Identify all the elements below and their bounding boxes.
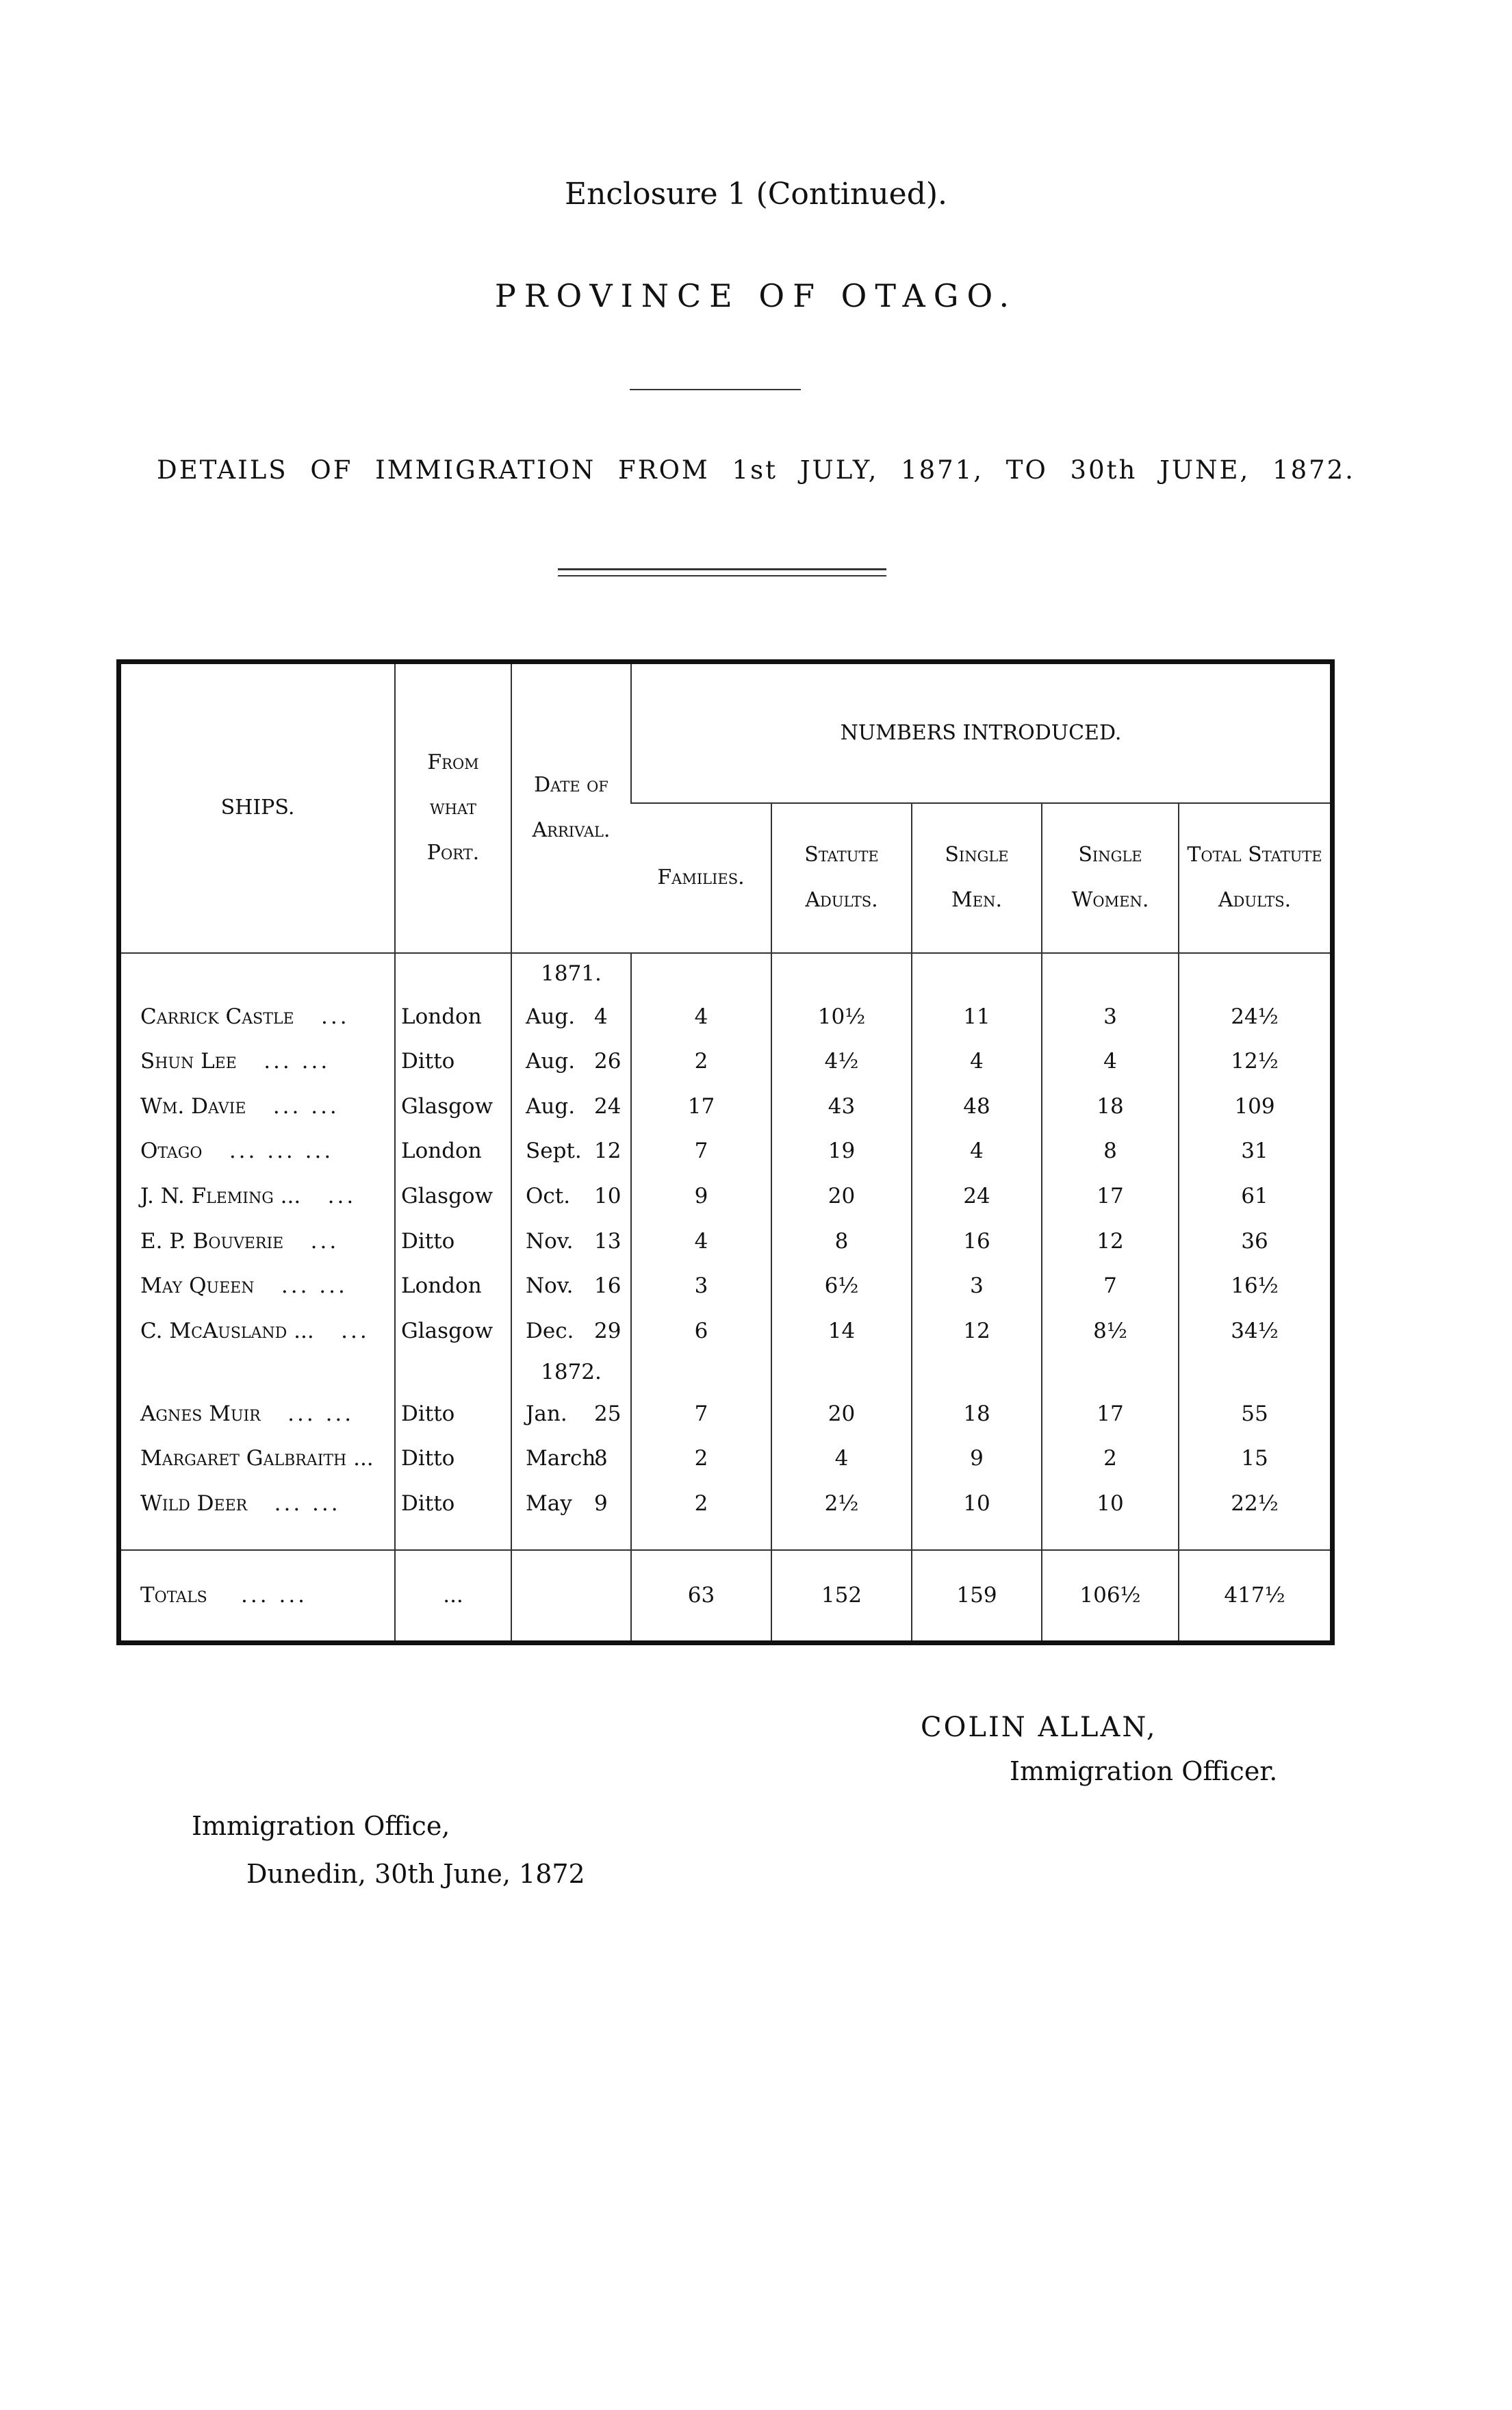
arrival-date: May 9 [511,1481,631,1526]
ship-name: Agnes Muir ... ... [140,1401,355,1426]
total-statute-adults-cell: 15 [1179,1436,1330,1481]
arrival-date: Aug. 26 [511,1039,631,1084]
families-cell: 2 [631,1436,771,1481]
ship-name: Margaret Galbraith ... [140,1446,374,1471]
arrival-date: Aug. 4 [511,994,631,1039]
single-women-cell: 7 [1042,1263,1179,1308]
header-ships: SHIPS. [121,664,395,953]
header-families: Families. [631,803,771,953]
table-row [121,994,1330,1039]
families-cell: 2 [631,1039,771,1084]
arrival-date: Aug. 24 [511,1084,631,1129]
statute-adults-cell: 20 [771,1391,912,1436]
single-men-cell: 10 [912,1481,1042,1526]
ship-name: Carrick Castle ... [140,1004,350,1029]
signatory-title: Immigration Officer. [1010,1756,1278,1786]
from-port: Ditto [395,1039,511,1084]
double-rule-bottom [558,575,886,576]
total-statute-adults-cell: 109 [1179,1084,1330,1129]
header-numbers-introduced: NUMBERS INTRODUCED. [631,664,1330,803]
from-port: Ditto [395,1436,511,1481]
statute-adults-cell: 43 [771,1084,912,1129]
total-statute-adults-cell: 22½ [1179,1481,1330,1526]
table-row [121,1174,1330,1219]
ship-name: Wm. Davie ... ... [140,1093,339,1119]
ship-name: May Queen ... ... [140,1273,348,1299]
statute-adults-cell: 2½ [771,1481,912,1526]
table-row [121,1039,1330,1084]
single-women-cell: 2 [1042,1436,1179,1481]
totals-single-men: 159 [912,1550,1042,1640]
families-cell: 4 [631,1219,771,1264]
table-row [121,1129,1330,1174]
single-women-cell: 8 [1042,1129,1179,1174]
single-women-cell: 4 [1042,1039,1179,1084]
statute-adults-cell: 8 [771,1219,912,1264]
details-heading: DETAILS OF IMMIGRATION FROM 1st JULY, 1871, TO 30th JUNE, 1872. [157,455,1355,485]
single-women-cell: 17 [1042,1174,1179,1219]
table-row [121,1219,1330,1264]
single-women-cell: 3 [1042,994,1179,1039]
table-row [121,1263,1330,1308]
statute-adults-cell: 10½ [771,994,912,1039]
total-statute-adults-cell: 31 [1179,1129,1330,1174]
single-men-cell: 9 [912,1436,1042,1481]
table-row [121,1436,1330,1481]
single-men-cell: 24 [912,1174,1042,1219]
single-women-cell: 8½ [1042,1308,1179,1354]
year-label: 1871. [511,953,631,995]
single-men-cell: 4 [912,1129,1042,1174]
total-statute-adults-cell: 24½ [1179,994,1330,1039]
enclosure-heading: Enclosure 1 (Continued). [564,177,948,212]
province-title: PROVINCE OF OTAGO. [494,277,1018,314]
from-port: Glasgow [395,1308,511,1354]
single-women-cell: 12 [1042,1219,1179,1264]
ship-name: E. P. Bouverie ... [140,1228,339,1254]
total-statute-adults-cell: 34½ [1179,1308,1330,1354]
ship-name: Wild Deer ... ... [140,1491,341,1516]
from-port: London [395,1129,511,1174]
total-statute-adults-cell: 12½ [1179,1039,1330,1084]
statute-adults-cell: 6½ [771,1263,912,1308]
totals-row [121,1550,1330,1640]
from-port: Ditto [395,1391,511,1436]
header-single-men: Single Men. [912,803,1042,953]
from-port: Ditto [395,1219,511,1264]
place-date: Dunedin, 30th June, 1872 [246,1859,585,1889]
arrival-date: Nov. 16 [511,1263,631,1308]
from-port: Ditto [395,1481,511,1526]
total-statute-adults-cell: 61 [1179,1174,1330,1219]
statute-adults-cell: 4½ [771,1039,912,1084]
immigration-table [116,659,1335,1645]
statute-adults-cell: 20 [771,1174,912,1219]
year-label: 1872. [511,1353,631,1391]
single-men-cell: 16 [912,1219,1042,1264]
table-row [121,1084,1330,1129]
ship-name: C. McAusland ... ... [140,1318,370,1343]
families-cell: 2 [631,1481,771,1526]
totals-single-women: 106½ [1042,1550,1179,1640]
statute-adults-cell: 19 [771,1129,912,1174]
families-cell: 17 [631,1084,771,1129]
single-men-cell: 3 [912,1263,1042,1308]
arrival-date: March8 [511,1436,631,1481]
single-women-cell: 18 [1042,1084,1179,1129]
ship-name: Shun Lee ... ... [140,1049,331,1074]
totals-total-statute-adults: 417½ [1179,1550,1330,1640]
from-port: Glasgow [395,1174,511,1219]
header-date-arrival: Date of Arrival. [511,664,631,953]
single-men-cell: 12 [912,1308,1042,1354]
families-cell: 7 [631,1391,771,1436]
single-men-cell: 18 [912,1391,1042,1436]
signatory-name: COLIN ALLAN, [921,1712,1157,1743]
arrival-date: Nov. 13 [511,1219,631,1264]
arrival-date: Sept. 12 [511,1129,631,1174]
total-statute-adults-cell: 55 [1179,1391,1330,1436]
header-statute-adults: Statute Adults. [771,803,912,953]
families-cell: 7 [631,1129,771,1174]
single-women-cell: 17 [1042,1391,1179,1436]
header-from-port: From what Port. [395,664,511,953]
families-cell: 6 [631,1308,771,1354]
families-cell: 4 [631,994,771,1039]
families-cell: 3 [631,1263,771,1308]
single-men-cell: 11 [912,994,1042,1039]
ship-name: J. N. Fleming ... ... [140,1184,357,1208]
totals-label: Totals ... ... [121,1550,395,1640]
totals-statute-adults: 152 [771,1550,912,1640]
arrival-date: Jan. 25 [511,1391,631,1436]
table-row [121,1481,1330,1526]
total-statute-adults-cell: 16½ [1179,1263,1330,1308]
divider-rule [630,389,801,390]
from-port: London [395,1263,511,1308]
double-rule-top [558,568,886,570]
table-row [121,1308,1330,1354]
total-statute-adults-cell: 36 [1179,1219,1330,1264]
table-row [121,1391,1330,1436]
office-name: Immigration Office, [192,1811,450,1841]
totals-port: ... [395,1550,511,1640]
from-port: London [395,994,511,1039]
header-total-statute-adults: Total Statute Adults. [1179,803,1330,953]
header-single-women: Single Women. [1042,803,1179,953]
from-port: Glasgow [395,1084,511,1129]
single-men-cell: 48 [912,1084,1042,1129]
ship-name: Otago ... ... ... [140,1139,334,1164]
arrival-date: Dec. 29 [511,1308,631,1354]
totals-families: 63 [631,1550,771,1640]
single-women-cell: 10 [1042,1481,1179,1526]
statute-adults-cell: 4 [771,1436,912,1481]
single-men-cell: 4 [912,1039,1042,1084]
families-cell: 9 [631,1174,771,1219]
arrival-date: Oct. 10 [511,1174,631,1219]
statute-adults-cell: 14 [771,1308,912,1354]
